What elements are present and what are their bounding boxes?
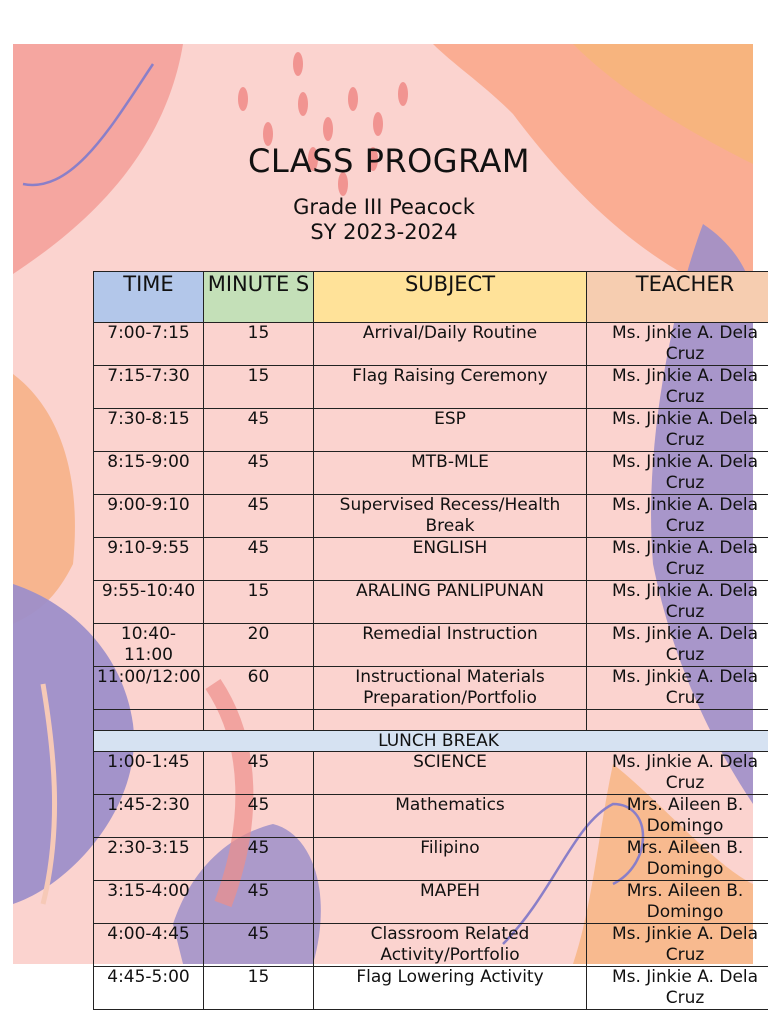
table-row [94, 924, 768, 967]
subject-cell: ESP [314, 409, 587, 452]
teacher-cell: Ms. Jinkie A. Dela Cruz [587, 581, 768, 624]
table-row [94, 667, 768, 710]
teacher-cell: Ms. Jinkie A. Dela Cruz [587, 495, 768, 538]
header-subject: SUBJECT [314, 272, 587, 323]
time-cell: 7:15-7:30 [94, 366, 204, 409]
table-row [94, 838, 768, 881]
subject-cell: Mathematics [314, 795, 587, 838]
subject-cell: Supervised Recess/Health Break [314, 495, 587, 538]
time-cell: 2:30-3:15 [94, 838, 204, 881]
time-cell: 1:45-2:30 [94, 795, 204, 838]
minutes-cell: 45 [204, 452, 314, 495]
subject-cell: ARALING PANLIPUNAN [314, 581, 587, 624]
time-cell: 3:15-4:00 [94, 881, 204, 924]
minutes-cell: 20 [204, 624, 314, 667]
subject-cell: Flag Lowering Activity [314, 967, 587, 1010]
table-row [94, 581, 768, 624]
minutes-cell: 45 [204, 795, 314, 838]
header-time: TIME [94, 272, 204, 323]
teacher-cell: Mrs. Aileen B. Domingo [587, 795, 768, 838]
table-row [94, 881, 768, 924]
subject-cell: Filipino [314, 838, 587, 881]
minutes-cell: 45 [204, 409, 314, 452]
table-row [94, 409, 768, 452]
minutes-cell: 45 [204, 495, 314, 538]
minutes-cell: 15 [204, 366, 314, 409]
teacher-cell: Ms. Jinkie A. Dela Cruz [587, 967, 768, 1010]
teacher-cell: Ms. Jinkie A. Dela Cruz [587, 366, 768, 409]
teacher-cell: Ms. Jinkie A. Dela Cruz [587, 323, 768, 366]
table-header-row [94, 272, 768, 323]
subject-cell: Flag Raising Ceremony [314, 366, 587, 409]
teacher-cell: Ms. Jinkie A. Dela Cruz [587, 409, 768, 452]
teacher-cell: Ms. Jinkie A. Dela Cruz [587, 452, 768, 495]
table-row [94, 366, 768, 409]
time-cell: 4:00-4:45 [94, 924, 204, 967]
minutes-cell: 45 [204, 838, 314, 881]
time-cell: 9:00-9:10 [94, 495, 204, 538]
time-cell: 7:00-7:15 [94, 323, 204, 366]
school-year: SY 2023-2024 [310, 220, 458, 244]
time-cell: 4:45-5:00 [94, 967, 204, 1010]
header-minutes: MINUTE S [204, 272, 314, 323]
class-program-table [93, 271, 768, 1010]
lunch-break-row [94, 731, 768, 752]
time-cell: 11:00/12:00 [94, 667, 204, 710]
page-title: CLASS PROGRAM [247, 142, 531, 180]
minutes-cell: 15 [204, 323, 314, 366]
minutes-cell: 60 [204, 667, 314, 710]
minutes-cell: 45 [204, 752, 314, 795]
grade-section: Grade III Peacock [293, 195, 475, 219]
subject-cell: MTB-MLE [314, 452, 587, 495]
table-row [94, 624, 768, 667]
minutes-cell: 45 [204, 881, 314, 924]
teacher-cell: Ms. Jinkie A. Dela Cruz [587, 667, 768, 710]
teacher-cell: Mrs. Aileen B. Domingo [587, 838, 768, 881]
subject-cell: Arrival/Daily Routine [314, 323, 587, 366]
time-cell: 9:55-10:40 [94, 581, 204, 624]
teacher-cell: Ms. Jinkie A. Dela Cruz [587, 752, 768, 795]
lunch-break-label: LUNCH BREAK [94, 731, 768, 752]
time-cell: 10:40-11:00 [94, 624, 204, 667]
teacher-cell: Ms. Jinkie A. Dela Cruz [587, 538, 768, 581]
subject-cell: Classroom Related Activity/Portfolio [314, 924, 587, 967]
time-cell: 1:00-1:45 [94, 752, 204, 795]
subject-cell: SCIENCE [314, 752, 587, 795]
time-cell: 7:30-8:15 [94, 409, 204, 452]
minutes-cell: 15 [204, 967, 314, 1010]
table-row [94, 538, 768, 581]
blank-row [94, 710, 768, 731]
minutes-cell: 15 [204, 581, 314, 624]
subject-cell: MAPEH [314, 881, 587, 924]
subject-cell: Remedial Instruction [314, 624, 587, 667]
table-row [94, 752, 768, 795]
table-row [94, 452, 768, 495]
teacher-cell: Ms. Jinkie A. Dela Cruz [587, 624, 768, 667]
table-row [94, 795, 768, 838]
time-cell: 9:10-9:55 [94, 538, 204, 581]
table-row [94, 495, 768, 538]
header-teacher: TEACHER [587, 272, 768, 323]
subject-cell: Instructional Materials Preparation/Portfolio [314, 667, 587, 710]
minutes-cell: 45 [204, 538, 314, 581]
minutes-cell: 45 [204, 924, 314, 967]
teacher-cell: Ms. Jinkie A. Dela Cruz [587, 924, 768, 967]
table-row [94, 323, 768, 366]
table-row [94, 967, 768, 1010]
subject-cell: ENGLISH [314, 538, 587, 581]
teacher-cell: Mrs. Aileen B. Domingo [587, 881, 768, 924]
time-cell: 8:15-9:00 [94, 452, 204, 495]
